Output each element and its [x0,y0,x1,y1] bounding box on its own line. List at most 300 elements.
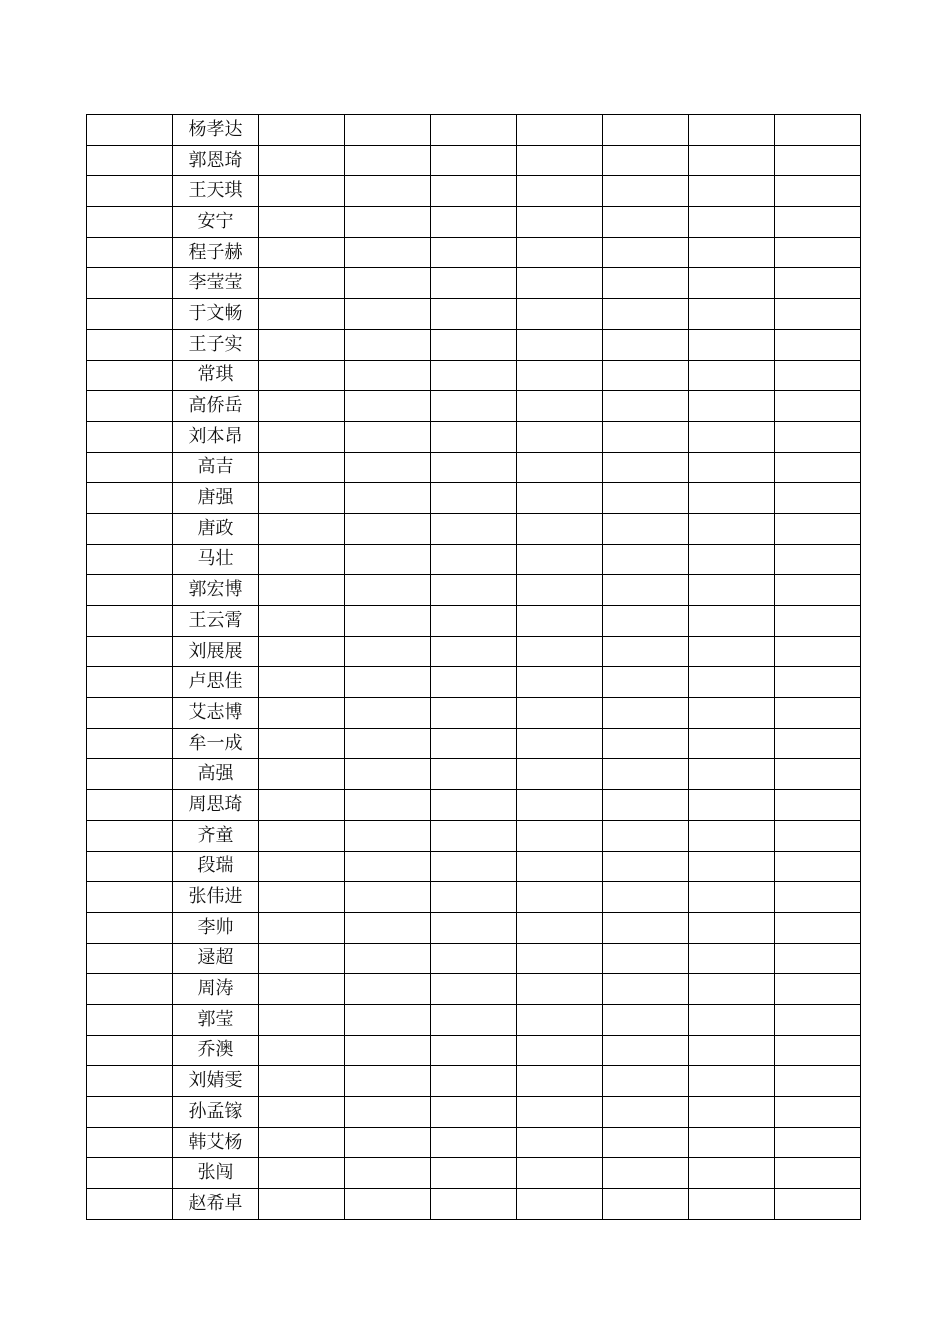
table-row [87,882,861,913]
blank-cell [689,1097,775,1128]
blank-cell [431,360,517,391]
blank-cell [345,115,431,146]
blank-cell [775,698,861,729]
blank-cell [345,176,431,207]
blank-cell [689,513,775,544]
blank-cell [689,176,775,207]
table-row [87,483,861,514]
blank-cell [603,790,689,821]
blank-cell [517,268,603,299]
blank-cell [775,299,861,330]
blank-cell [775,176,861,207]
student-name-cell: 王云霄 [173,606,259,637]
blank-cell [603,483,689,514]
student-name-cell: 唐政 [173,513,259,544]
blank-cell [87,329,173,360]
blank-cell [87,974,173,1005]
table-row [87,851,861,882]
blank-cell [603,974,689,1005]
blank-cell [775,636,861,667]
blank-cell [259,1158,345,1189]
blank-cell [603,115,689,146]
blank-cell [689,1127,775,1158]
blank-cell [259,636,345,667]
blank-cell [87,1127,173,1158]
blank-cell [87,145,173,176]
table-row [87,636,861,667]
blank-cell [775,391,861,422]
blank-cell [431,1189,517,1220]
student-name-cell: 卢思佳 [173,667,259,698]
student-name-cell: 高吉 [173,452,259,483]
table-row [87,421,861,452]
blank-cell [603,360,689,391]
blank-cell [345,237,431,268]
blank-cell [431,636,517,667]
blank-cell [431,237,517,268]
blank-cell [603,728,689,759]
table-row [87,974,861,1005]
table-row [87,513,861,544]
blank-cell [517,1004,603,1035]
blank-cell [689,544,775,575]
student-name-cell: 张闯 [173,1158,259,1189]
blank-cell [431,544,517,575]
blank-cell [775,513,861,544]
blank-cell [603,1189,689,1220]
blank-cell [87,299,173,330]
blank-cell [603,452,689,483]
blank-cell [431,207,517,238]
blank-cell [603,912,689,943]
table-row [87,207,861,238]
table-row [87,912,861,943]
table-row [87,360,861,391]
student-name-cell: 常琪 [173,360,259,391]
blank-cell [431,176,517,207]
blank-cell [517,452,603,483]
blank-cell [517,851,603,882]
table-row [87,575,861,606]
blank-cell [431,329,517,360]
blank-cell [431,1097,517,1128]
blank-cell [775,820,861,851]
blank-cell [345,851,431,882]
table-row [87,1004,861,1035]
blank-cell [345,421,431,452]
table-row [87,176,861,207]
blank-cell [259,974,345,1005]
blank-cell [87,882,173,913]
blank-cell [689,1066,775,1097]
table-row [87,1035,861,1066]
blank-cell [431,145,517,176]
blank-cell [431,391,517,422]
blank-cell [259,421,345,452]
blank-cell [259,268,345,299]
blank-cell [345,1066,431,1097]
blank-cell [431,299,517,330]
blank-cell [345,483,431,514]
blank-cell [517,329,603,360]
student-name-cell: 唐强 [173,483,259,514]
blank-cell [517,1097,603,1128]
blank-cell [431,912,517,943]
blank-cell [603,759,689,790]
student-name-cell: 周思琦 [173,790,259,821]
blank-cell [603,237,689,268]
blank-cell [259,575,345,606]
table-row [87,606,861,637]
blank-cell [345,1035,431,1066]
blank-cell [345,820,431,851]
student-name-cell: 李帅 [173,912,259,943]
blank-cell [87,1189,173,1220]
blank-cell [775,1035,861,1066]
blank-cell [689,237,775,268]
blank-cell [775,575,861,606]
blank-cell [87,667,173,698]
blank-cell [87,912,173,943]
blank-cell [517,391,603,422]
roster-body [87,115,861,1220]
blank-cell [775,207,861,238]
blank-cell [775,1004,861,1035]
blank-cell [517,1189,603,1220]
blank-cell [259,237,345,268]
blank-cell [345,943,431,974]
student-name-cell: 郭莹 [173,1004,259,1035]
blank-cell [517,483,603,514]
blank-cell [517,1158,603,1189]
blank-cell [259,1127,345,1158]
blank-cell [259,1066,345,1097]
blank-cell [775,606,861,637]
blank-cell [431,1035,517,1066]
table-row [87,391,861,422]
blank-cell [259,1035,345,1066]
blank-cell [259,1189,345,1220]
student-name-cell: 周涛 [173,974,259,1005]
blank-cell [517,544,603,575]
blank-cell [517,513,603,544]
blank-cell [517,698,603,729]
blank-cell [689,1158,775,1189]
blank-cell [259,176,345,207]
blank-cell [689,636,775,667]
blank-cell [345,329,431,360]
student-name-cell: 刘展展 [173,636,259,667]
blank-cell [345,145,431,176]
blank-cell [431,606,517,637]
blank-cell [259,207,345,238]
blank-cell [87,575,173,606]
blank-cell [775,544,861,575]
blank-cell [259,943,345,974]
blank-cell [517,1035,603,1066]
table-row [87,299,861,330]
blank-cell [517,1127,603,1158]
blank-cell [603,1004,689,1035]
table-row [87,1127,861,1158]
blank-cell [775,452,861,483]
blank-cell [259,606,345,637]
blank-cell [87,606,173,637]
student-name-cell: 马壮 [173,544,259,575]
student-name-cell: 安宁 [173,207,259,238]
blank-cell [689,329,775,360]
blank-cell [259,790,345,821]
blank-cell [689,882,775,913]
table-row [87,759,861,790]
blank-cell [431,268,517,299]
blank-cell [345,544,431,575]
blank-cell [345,606,431,637]
blank-cell [259,728,345,759]
blank-cell [689,1004,775,1035]
blank-cell [689,820,775,851]
blank-cell [431,882,517,913]
blank-cell [689,943,775,974]
blank-cell [345,575,431,606]
blank-cell [689,145,775,176]
blank-cell [775,728,861,759]
blank-cell [603,299,689,330]
blank-cell [517,943,603,974]
student-name-cell: 郭恩琦 [173,145,259,176]
blank-cell [689,207,775,238]
table-row [87,667,861,698]
blank-cell [259,759,345,790]
blank-cell [775,360,861,391]
blank-cell [345,974,431,1005]
blank-cell [87,943,173,974]
blank-cell [259,360,345,391]
blank-cell [775,421,861,452]
blank-cell [431,1158,517,1189]
blank-cell [345,268,431,299]
blank-cell [689,1035,775,1066]
blank-cell [345,636,431,667]
blank-cell [345,391,431,422]
blank-cell [87,544,173,575]
blank-cell [775,1158,861,1189]
blank-cell [517,237,603,268]
blank-cell [431,759,517,790]
blank-cell [431,1004,517,1035]
student-name-cell: 王子实 [173,329,259,360]
blank-cell [87,1004,173,1035]
blank-cell [603,851,689,882]
blank-cell [87,176,173,207]
blank-cell [603,1127,689,1158]
blank-cell [689,452,775,483]
student-name-cell: 艾志博 [173,698,259,729]
blank-cell [87,759,173,790]
blank-cell [517,728,603,759]
blank-cell [345,513,431,544]
blank-cell [431,452,517,483]
blank-cell [517,299,603,330]
student-name-cell: 程子赫 [173,237,259,268]
blank-cell [775,943,861,974]
table-row [87,145,861,176]
blank-cell [517,421,603,452]
student-name-cell: 牟一成 [173,728,259,759]
student-name-cell: 张伟进 [173,882,259,913]
blank-cell [603,544,689,575]
blank-cell [345,452,431,483]
blank-cell [87,268,173,299]
blank-cell [517,820,603,851]
blank-cell [87,513,173,544]
blank-cell [775,1097,861,1128]
blank-cell [775,790,861,821]
student-name-cell: 刘婧雯 [173,1066,259,1097]
blank-cell [431,513,517,544]
student-name-cell: 乔澳 [173,1035,259,1066]
blank-cell [689,268,775,299]
blank-cell [517,912,603,943]
blank-cell [87,452,173,483]
blank-cell [603,1035,689,1066]
blank-cell [345,790,431,821]
blank-cell [689,299,775,330]
blank-cell [345,912,431,943]
blank-cell [517,636,603,667]
blank-cell [603,1158,689,1189]
blank-cell [259,452,345,483]
blank-cell [689,360,775,391]
blank-cell [689,728,775,759]
blank-cell [603,207,689,238]
blank-cell [431,483,517,514]
blank-cell [87,1158,173,1189]
blank-cell [431,1127,517,1158]
blank-cell [775,759,861,790]
blank-cell [689,575,775,606]
blank-cell [603,1097,689,1128]
table-row [87,268,861,299]
blank-cell [517,575,603,606]
student-name-cell: 韩艾杨 [173,1127,259,1158]
student-name-cell: 齐童 [173,820,259,851]
blank-cell [345,882,431,913]
blank-cell [87,698,173,729]
table-row [87,790,861,821]
blank-cell [87,851,173,882]
student-name-cell: 孙孟镓 [173,1097,259,1128]
blank-cell [259,329,345,360]
blank-cell [259,698,345,729]
blank-cell [259,145,345,176]
table-row [87,820,861,851]
blank-cell [345,1004,431,1035]
blank-cell [603,636,689,667]
blank-cell [87,1097,173,1128]
blank-cell [345,728,431,759]
blank-cell [689,851,775,882]
blank-cell [87,483,173,514]
blank-cell [517,115,603,146]
table-row [87,329,861,360]
blank-cell [689,912,775,943]
blank-cell [431,728,517,759]
blank-cell [603,391,689,422]
blank-cell [87,391,173,422]
student-name-cell: 赵希卓 [173,1189,259,1220]
blank-cell [517,759,603,790]
blank-cell [603,667,689,698]
blank-cell [517,360,603,391]
blank-cell [259,882,345,913]
blank-cell [775,329,861,360]
table-row [87,1097,861,1128]
blank-cell [775,851,861,882]
blank-cell [775,115,861,146]
table-row [87,728,861,759]
blank-cell [259,115,345,146]
blank-cell [775,268,861,299]
student-name-cell: 刘本昂 [173,421,259,452]
blank-cell [603,176,689,207]
roster-table [86,114,861,1220]
blank-cell [259,667,345,698]
blank-cell [259,483,345,514]
blank-cell [259,820,345,851]
blank-cell [345,1158,431,1189]
blank-cell [517,145,603,176]
blank-cell [259,544,345,575]
blank-cell [431,820,517,851]
blank-cell [603,268,689,299]
blank-cell [689,421,775,452]
blank-cell [689,115,775,146]
blank-cell [517,176,603,207]
blank-cell [775,145,861,176]
blank-cell [345,759,431,790]
blank-cell [603,882,689,913]
blank-cell [689,790,775,821]
blank-cell [431,851,517,882]
blank-cell [603,145,689,176]
table-row [87,943,861,974]
blank-cell [775,237,861,268]
blank-cell [345,1097,431,1128]
student-name-cell: 高侨岳 [173,391,259,422]
student-name-cell: 王天琪 [173,176,259,207]
blank-cell [345,698,431,729]
blank-cell [87,790,173,821]
student-name-cell: 杨孝达 [173,115,259,146]
blank-cell [259,391,345,422]
blank-cell [345,667,431,698]
table-row [87,1189,861,1220]
blank-cell [689,759,775,790]
student-name-cell: 于文畅 [173,299,259,330]
blank-cell [431,1066,517,1097]
blank-cell [517,882,603,913]
blank-cell [431,943,517,974]
student-name-cell: 逯超 [173,943,259,974]
blank-cell [345,207,431,238]
blank-cell [603,575,689,606]
blank-cell [603,698,689,729]
blank-cell [517,207,603,238]
blank-cell [87,421,173,452]
blank-cell [87,820,173,851]
blank-cell [775,1066,861,1097]
